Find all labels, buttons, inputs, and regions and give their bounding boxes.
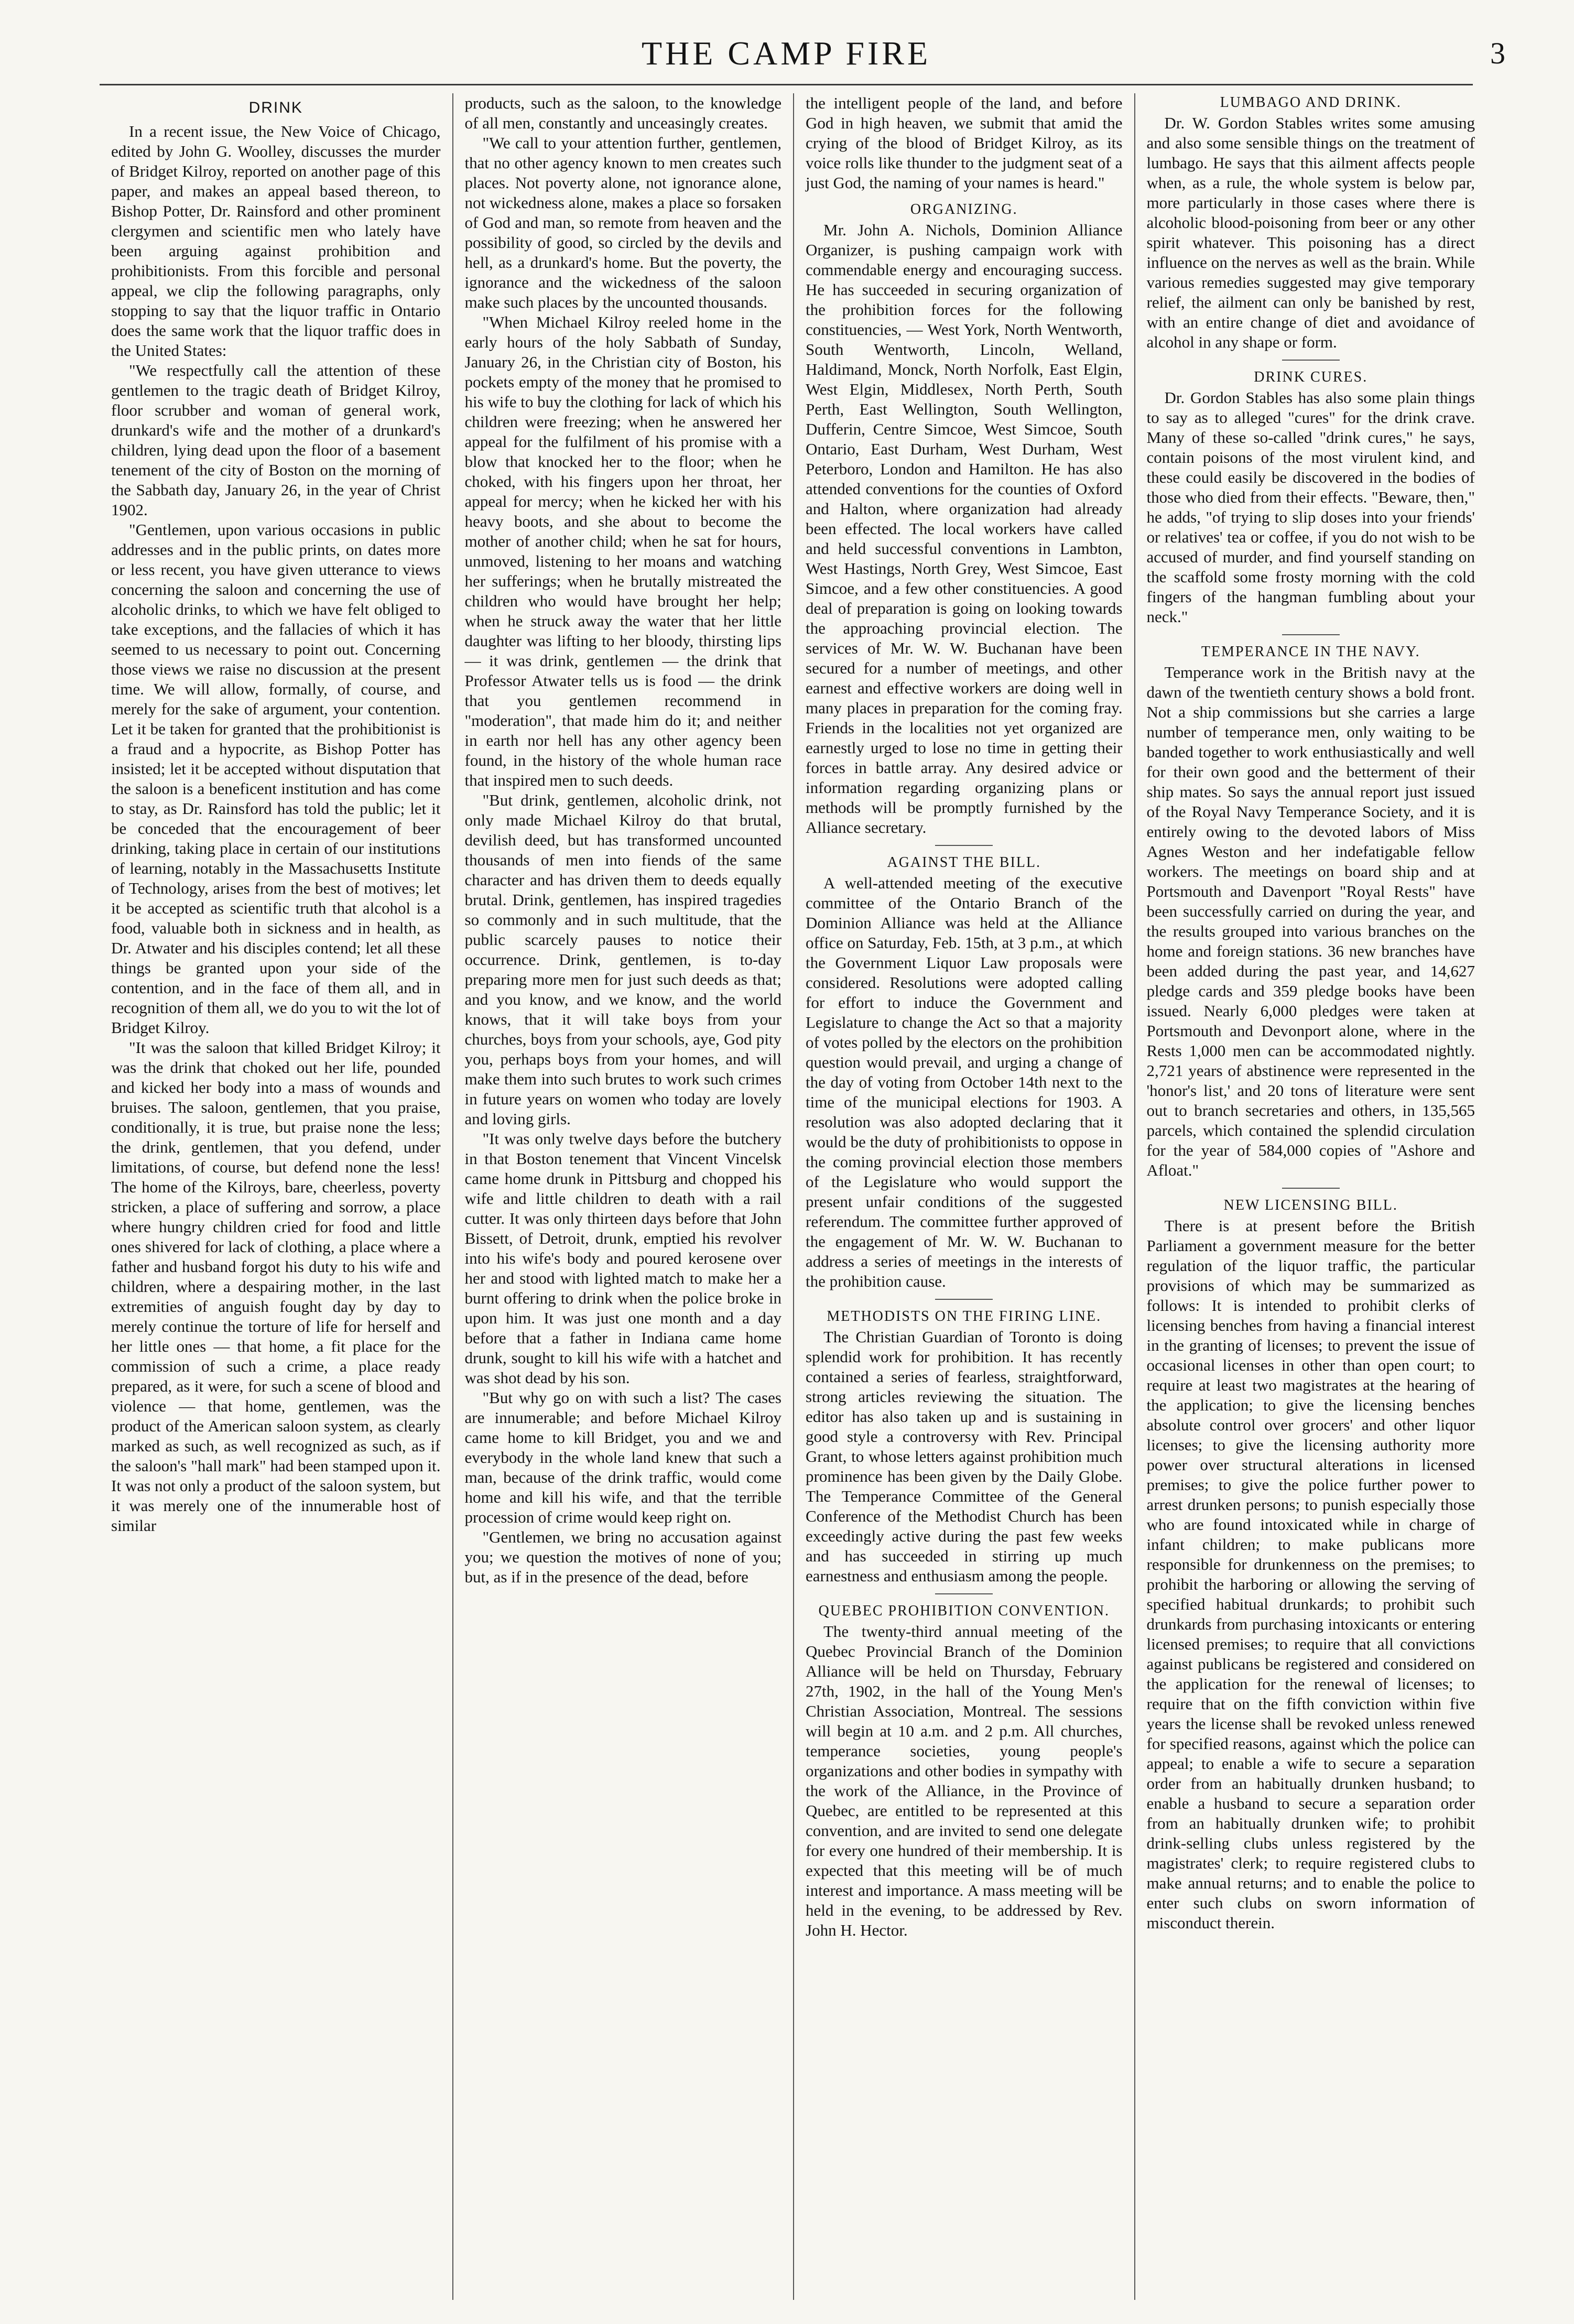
section-title-against-the-bill: AGAINST THE BILL. xyxy=(887,854,1041,871)
section-divider xyxy=(935,845,993,846)
paragraph: the intelligent people of the land, and before God in high heaven, we submit that amid the crying of the blood of Bridget Kilroy, as its voice rolls like thunder to the judgment seat of a just God, the naming of your names is heard." xyxy=(806,94,1123,192)
section-divider xyxy=(935,1593,993,1594)
section-title-quebec: QUEBEC PROHIBITION CONVENTION. xyxy=(818,1603,1110,1619)
section-divider xyxy=(1282,1188,1340,1189)
section-title-navy: TEMPERANCE IN THE NAVY. xyxy=(1201,644,1420,660)
column-3 xyxy=(793,93,1134,2300)
section-title-drink-cures: DRINK CURES. xyxy=(1254,369,1368,385)
paragraph: "When Michael Kilroy reeled home in the early hours of the holy Sabbath of Sunday, January 26, in the Christian city of Boston, his pockets empty of the money that he promised to his wife to buy the clothing for lack of which his children were freezing; when he answered her appeal for the fulfilment of his promise with a blow that knocked her to the floor; when he choked, with his fingers upon her throat, her appeal for mercy; when he kicked her with his heavy boots, and she about to become the mother of another child; when he sat for hours, unmoved, listening to her moans and watching her sufferings; when he brutally mistreated the children who would have brought her help; when he struck away the water that her little daughter was lifting to her bloody, thirsting lips — it was drink, gentlemen — the drink that Professor Atwater tells us is food — the drink that you gentlemen recommend in "moderation", that made him do it; and neither in earth nor hell has any other agency been found, in the history of the whole human race that inspired men to such deeds. xyxy=(464,313,781,789)
column-2 xyxy=(452,93,794,2300)
section-divider xyxy=(1282,634,1340,635)
article-columns xyxy=(111,93,1475,2300)
section-title-lumbago: LUMBAGO AND DRINK. xyxy=(1220,94,1402,111)
paragraph: "It was the saloon that killed Bridget Kilroy; it was the drink that choked out her life, pounded and kicked her body into a mass of wounds and bruises. The saloon, gentlemen, that you praise, conditionally, it is true, but praise none the less; the drink, gentlemen, that you defend, under limitations, of course, but defend none the less! The home of the Kilroys, bare, cheerless, poverty stricken, a place of suffering and sorrow, a place where hungry children cried for food and little ones shivered for lack of clothing, a place where a father and husband forgot his duty to his wife and children, where a despairing mother, in the last extremities of anguish fought day by day to merely continue the torture of life for herself and her little ones — that home, a fit place for the commission of such a crime, a place ready prepared, as it were, for such a scene of blood and violence — that home, gentlemen, was the product of the American saloon system, as clearly marked as such, as well recognized as such, as if the saloon's "hall mark" had been stamped upon it. It was not only a product of the saloon system, but it was merely one of the innumerable host of similar xyxy=(111,1038,441,1535)
column-1 xyxy=(111,93,452,2300)
article-title-drink: DRINK xyxy=(248,99,303,116)
paragraph: Temperance work in the British navy at the dawn of the twentieth century shows a bold front. Not a ship commissions but she carries a large number of temperance men, only waiting to be banded together to work enthusiastically and well for their own good and the betterment of their ship mates. So says the annual report just issued of the Royal Navy Temperance Society, and it is entirely owing to the devoted labors of Miss Agnes Weston and her indefatigable fellow workers. The meetings on board ship and at Portsmouth and Davenport "Royal Rests" have been successfully carried on during the year, and the results grouped into various branches on the home and foreign stations. 36 new branches have been added during the past year, and 14,627 pledge cards and 359 pledge books have been issued. Nearly 6,000 pledges were taken at Portsmouth and Devonport alone, where in the Rests 1,000 men can be accommodated nightly. 2,721 years of abstinence were represented in the 'honor's list,' and 20 tons of literature were sent out to branch secretaries and others, in 135,565 parcels, which contained the splendid circulation for the year of 584,000 copies of "Ashore and Afloat." xyxy=(1146,663,1475,1179)
paragraph: In a recent issue, the New Voice of Chicago, edited by John G. Woolley, discusses the murder of Bridget Kilroy, reported on another page of this paper, and makes an appeal based thereon, to Bishop Potter, Dr. Rainsford and other prominent clergymen and scientific men who lately have been arguing against prohibition and prohibitionists. From this forcible and personal appeal, we clip the following paragraphs, only stopping to say that the liquor traffic in Ontario does the same work that the liquor traffic does in the United States: xyxy=(111,122,441,360)
paragraph: "Gentlemen, we bring no accusation against you; we question the motives of none of you; but, as if in the presence of the dead, before xyxy=(464,1528,781,1586)
section-divider xyxy=(935,1299,993,1300)
paragraph: Mr. John A. Nichols, Dominion Alliance Organizer, is pushing campaign work with commendable energy and encouraging success. He has succeeded in securing organization of the prohibition forces for the following constituencies, — West York, North Wentworth, South Wentworth, Lincoln, Welland, Haldimand, Monck, North Norfolk, East Elgin, West Elgin, Middlesex, North Perth, South Perth, East Wellington, South Wellington, Dufferin, Centre Simcoe, West Simcoe, South Ontario, East Durham, West Durham, West Peterboro, London and Hamilton. He has also attended conventions for the counties of Oxford and Halton, where organization had already been effected. The local workers have called and held successful conventions in Lambton, West Hastings, North Grey, West Simcoe, East Simcoe, and a few other constituencies. A good deal of preparation is going on looking towards the approaching provincial election. The services of Mr. W. W. Buchanan have been secured for a number of meetings, and other earnest and effective workers are doing well in many places in preparation for the coming fray. Friends in the localities not yet organized are earnestly urged to lose no time in getting their forces in battle array. Any desired advice or information regarding organizing plans or methods will be promptly furnished by the Alliance secretary. xyxy=(806,221,1123,837)
section-title-organizing: ORGANIZING. xyxy=(910,201,1018,218)
paragraph: products, such as the saloon, to the knowledge of all men, constantly and unceasingly creates. xyxy=(464,94,781,132)
header-rule xyxy=(100,84,1473,85)
paragraph: "We respectfully call the attention of these gentlemen to the tragic death of Bridget Kilroy, floor scrubber and woman of general work, drunkard's wife and the mother of a drunkard's children, lying dead upon the floor of a basement tenement of the city of Boston on the morning of the Sabbath day, January 26, in the year of Christ 1902. xyxy=(111,361,441,519)
section-title-licensing: NEW LICENSING BILL. xyxy=(1223,1197,1398,1213)
paragraph: "It was only twelve days before the butchery in that Boston tenement that Vincent Vincelsk came home drunk in Pittsburg and chopped his wife and little children to death with a rail cutter. It was only thirteen days before that John Bissett, of Detroit, drunk, emptied his revolver into his wife's body and poured kerosene over her and stood with lighted match to make her a burnt offering to drink when the police broke in upon him. It was just one month and a day before that a father in Indiana came home drunk, sought to kill his wife with a hatchet and was shot dead by his son. xyxy=(464,1130,781,1387)
paragraph: The twenty-third annual meeting of the Quebec Provincial Branch of the Dominion Alliance will be held on Thursday, February 27th, 1902, in the hall of the Young Men's Christian Association, Montreal. The sessions will begin at 10 a.m. and 2 p.m. All churches, temperance societies, young people's organizations and other bodies in sympathy with the work of the Alliance, in the Province of Quebec, are entitled to be represented at this convention, and are invited to send one delegate for every one hundred of their membership. It is expected that this meeting will be of much interest and importance. A mass meeting will be held in the evening, to be addressed by Rev. John H. Hector. xyxy=(806,1622,1123,1939)
page-number: 3 xyxy=(1490,36,1505,70)
running-head xyxy=(100,32,1505,83)
paragraph: "We call to your attention further, gentlemen, that no other agency known to men creates such places. Not poverty alone, not ignorance alone, not wickedness alone, makes a place so forsaken of God and man, so remote from heaven and the possibility of good, so circled by the devils and hell, as a drunkard's home. But the poverty, the ignorance and the wickedness of the saloon make such places by the uncounted thousands. xyxy=(464,134,781,311)
paragraph: "Gentlemen, upon various occasions in public addresses and in the public prints, on dates more or less recent, you have given utterance to views concerning the saloon and concerning the use of alcoholic drinks, to which we have felt obliged to take exceptions, and the fallacies of which it has seemed to us necessary to point out. Concerning those views we raise no discussion at the present time. We will allow, formally, of course, and merely for the sake of argument, your contention. Let it be taken for granted that the prohibitionist is a fraud and a hypocrite, as Bishop Potter has insisted; let it be accepted without disputation that the saloon is a beneficent institution and has come to stay, as Dr. Rainsford has told the public; let it be conceded that the encouragement of beer drinking, taking place in certain of our institutions of learning, notably in the Massachusetts Institute of Technology, arises from the best of motives; let it be accepted as scientific truth that alcohol is a food, valuable both in sickness and in health, as Dr. Atwater and his disciples contend; let all these things be granted upon your side of the contention, and in the face of them all, and in recognition of them all, we do you to wit the lot of Bridget Kilroy. xyxy=(111,520,441,1037)
paragraph: "But drink, gentlemen, alcoholic drink, not only made Michael Kilroy do that brutal, devilish deed, but has transformed uncounted thousands of men into fiends of the same character and has driven them to deeds equally brutal. Drink, gentlemen, has inspired tragedies so commonly and in such multitude, that the public scarcely pauses to notice their occurrence. Drink, gentlemen, is to-day preparing more men for just such deeds as that; and you know, and we know, and the world knows, that it will take boys from your churches, boys from your schools, aye, God pity you, perhaps boys from your homes, and will make them into such brutes to work such crimes in future years on women who today are lovely and loving girls. xyxy=(464,791,781,1128)
section-divider xyxy=(1282,360,1340,361)
column-4 xyxy=(1134,93,1475,2300)
paragraph: A well-attended meeting of the executive committee of the Ontario Branch of the Dominion Alliance was held at the Alliance office on Saturday, Feb. 15th, at 3 p.m., at which the Government Liquor Law proposals were considered. Resolutions were adopted calling for effort to induce the Government and Legislature to change the Act so that a majority of votes polled by the electors on the prohibition question would prevail, and urging a change of the day of voting from October 14th next to the time of the municipal elections for 1903. A resolution was also adopted declaring that it would be the duty of prohibitionists to oppose in the coming provincial election those members of the Legislature who would support the present unfair conditions of the suggested referendum. The committee further approved of the engagement of Mr. W. W. Buchanan to address a series of meetings in the interests of the prohibition cause. xyxy=(806,874,1123,1290)
paragraph: "But why go on with such a list? The cases are innumerable; and before Michael Kilroy came home to kill Bridget, you and we and everybody in the whole land knew that such a man, because of the drink traffic, would come home and kill his wife, and that the terrible procession of crime would keep right on. xyxy=(464,1388,781,1526)
paragraph: Dr. W. Gordon Stables writes some amusing and also some sensible things on the treatment of lumbago. He says that this ailment affects people when, as a rule, the whole system is below par, more particularly in those cases where there is alcoholic blood-poisoning from beer or any other spirit whatever. This poisoning has a direct influence on the nerves as well as the brain. While various remedies suggested may give temporary relief, the ailment can only be banished by rest, with an entire change of diet and avoidance of alcohol in any shape or form. xyxy=(1146,114,1475,351)
paragraph: Dr. Gordon Stables has also some plain things to say as to alleged "cures" for the drink crave. Many of these so-called "drink cures," he says, contain poisons of the most virulent kind, and these could easily be discovered in the bodies of those who died from their effects. "Beware, then," he adds, "of trying to slip doses into your friends' or relatives' tea or coffee, if you do not wish to be accused of murder, and find yourself standing on the scaffold some frosty morning with the cold fingers of the hangman fumbling about your neck." xyxy=(1146,388,1475,626)
masthead: THE CAMP FIRE xyxy=(641,35,931,72)
section-title-methodists: METHODISTS ON THE FIRING LINE. xyxy=(827,1308,1102,1324)
paragraph: The Christian Guardian of Toronto is doing splendid work for prohibition. It has recently contained a series of fearless, straightforward, strong articles reviewing the situation. The editor has also taken up and is sustaining in good style a controversy with Rev. Principal Grant, to whose letters against prohibition much prominence has been given by the Daily Globe. The Temperance Committee of the General Conference of the Methodist Church has been exceedingly active during the past few weeks and has succeeded in stirring up much earnestness and enthusiasm among the people. xyxy=(806,1328,1123,1585)
paragraph: There is at present before the British Parliament a government measure for the better regulation of the liquor traffic, the particular provisions of which may be summarized as follows: It is intended to prohibit clerks of licensing benches from having a financial interest in the granting of licenses; to prevent the issue of occasional licenses in other than open court; to require at least two magistrates at the hearing of the application; to give the licensing benches absolute control over grocers' and other liquor licenses; to give the licensing authority more power over structural alterations in licensed premises; to give the police further power to arrest drunken persons; to punish especially those who are found intoxicated while in charge of infant children; to make publicans more responsible for drunkenness on the premises; to prohibit the harboring or allowing the serving of specified habitual drunkards; to prohibit such drunkards from purchasing intoxicants or entering licensed premises; to require that all convictions against publicans be registered and considered on the application for the renewal of licenses; to require that on the fifth conviction within five years the license shall be revoked unless renewed for specified reasons, against which the police can appeal; to enable a wife to secure a separation order from an habitually drunken husband; to enable a husband to secure a separation order from an habitually drunken wife; to prohibit drink-selling clubs unless registered by the magistrates' clerk; to require registered clubs to make annual returns; and to enable the police to enter such clubs on sworn information of misconduct therein. xyxy=(1146,1217,1475,1932)
